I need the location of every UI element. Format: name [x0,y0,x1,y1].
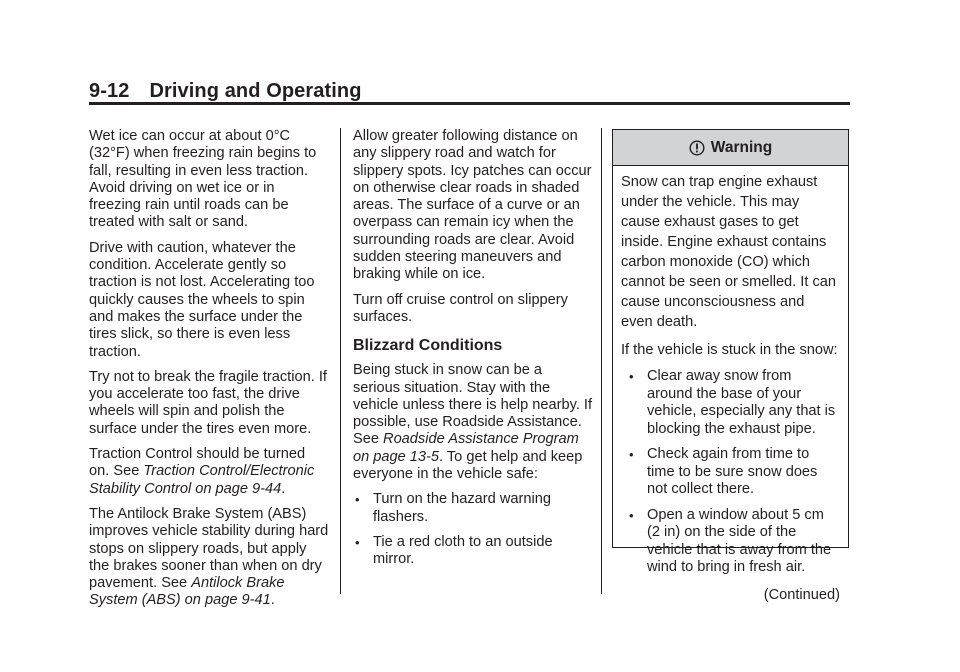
warning-box [612,129,849,603]
paragraph-text: . To get help and keep everyone in the vehicle safe: [353,448,583,483]
bullet-icon: • [629,369,634,384]
cross-reference-link[interactable]: Antilock Brake System (ABS) on page 9‑41 [89,575,285,609]
paragraph: Wet ice can occur at about 0°C (32°F) when freezing rain begins to fall, resulting in even less traction. Avoid driving on wet ice or in freezing rain until roads can be treated with salt or sand. [89,128,317,231]
paragraph-text: . [281,480,286,497]
section-subheading: Blizzard Conditions [353,337,503,355]
list-item [621,368,840,438]
list-item [621,507,840,577]
column-divider [601,128,602,594]
list-item [353,534,593,569]
bullet-icon: • [355,534,360,550]
column-divider [340,128,341,594]
cross-reference-link[interactable]: Traction Control/Electronic Stability Control on page 9‑44 [89,463,315,497]
paragraph [89,446,329,498]
paragraph-text: . [270,592,275,609]
paragraph: Turn off cruise control on slippery surfaces. [353,291,568,325]
paragraph [353,362,593,483]
section-title: Driving and Operating [149,80,362,102]
list-item [353,491,593,526]
warning-body [613,166,848,605]
paragraph: If the vehicle is stuck in the snow: [621,342,838,358]
paragraph-text: Traction Control should be turned on. See [89,446,306,480]
cross-reference-link[interactable]: Roadside Assistance Program on page 13‑5 [353,431,579,465]
list-item-text: Turn on the hazard warning flashers. [373,491,551,525]
bullet-icon: • [355,492,360,508]
list-item-text: Check again from time to time to be sure snow does not collect there. [647,446,818,497]
paragraph: Drive with caution, whatever the condition. Accelerate gently so traction is not lost. Accelerating too quickly causes the wheels to spin and makes the surface under the tires slick, so there is even less traction. [89,239,315,360]
bullet-list [353,491,593,568]
list-item [621,446,840,499]
paragraph: Allow greater following distance on any slippery road and watch for slippery spots. Icy patches can occur on otherwise clear roads in shaded areas. The surface of a curve or an overpass can remain icy when the surrounding roads are clear. Avoid sudden steering maneuvers and braking while on ice. [353,128,592,283]
column-middle [353,128,593,577]
warning-title: Warning [710,138,773,156]
continued-label: (Continued) [763,586,840,603]
bullet-icon: • [629,447,634,462]
list-item-text: Tie a red cloth to an outside mirror. [373,533,553,568]
column-left [89,128,329,618]
paragraph: Try not to break the fragile traction. If you accelerate too fast, the drive wheels will spin and polish the surface under the tires even more. [89,368,327,437]
paragraph-text: Being stuck in snow can be a serious situation. Stay with the vehicle unless there is help nearby. If possible, use Roadside Assistance. See [353,362,593,448]
paragraph: Snow can trap engine exhaust under the vehicle. This may cause exhaust gases to get inside. Engine exhaust contains carbon monoxide (CO) which cannot be seen or smelled. It can cause unconsciousness and even death. [621,174,836,330]
bullet-list [621,368,840,577]
page-number: 9-12 [89,80,130,102]
warning-icon [689,140,705,156]
page-header [89,80,362,103]
paragraph [89,506,329,610]
list-item-text: Clear away snow from around the base of your vehicle, especially any that is blocking the exhaust pipe. [647,368,836,437]
warning-header [613,130,848,166]
list-item-text: Open a window about 5 cm (2 in) on the side of the vehicle that is away from the wind to bring in fresh air. [647,506,832,575]
bullet-icon: • [629,507,634,523]
paragraph-text: The Antilock Brake System (ABS) improves vehicle stability during hard stops on slippery roads, but apply the brakes sooner than when on dry pavement. See [89,505,329,592]
header-rule [89,102,850,105]
